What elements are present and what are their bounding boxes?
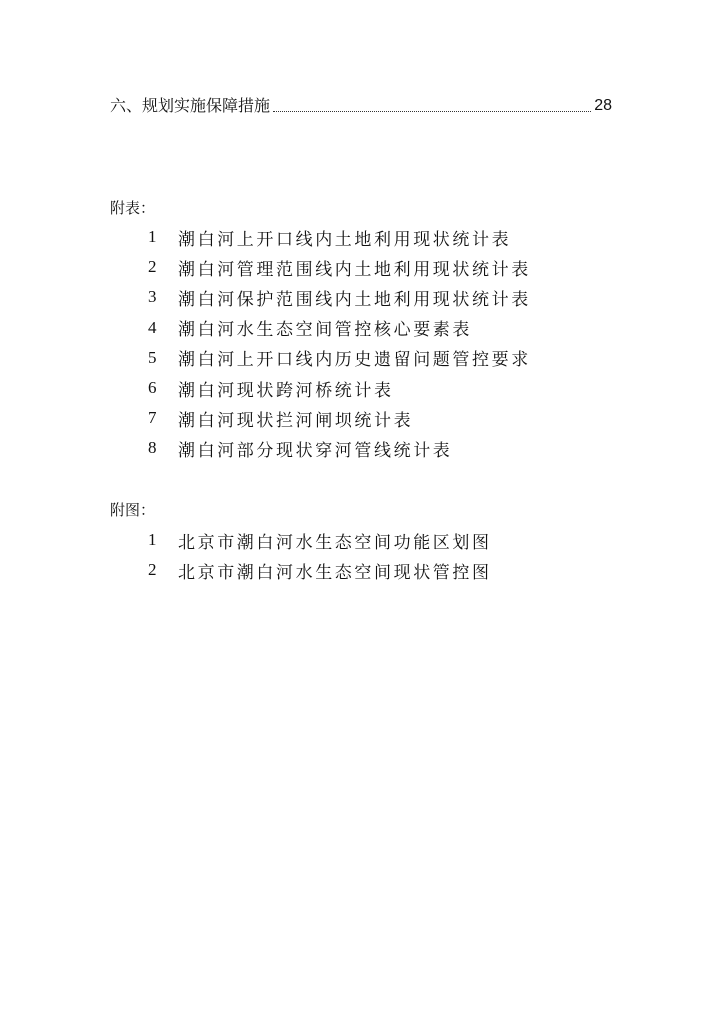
appendix-figures-heading: 附图：	[110, 501, 156, 519]
item-number: 7	[148, 408, 157, 428]
item-number: 5	[148, 347, 157, 367]
item-number: 2	[148, 257, 157, 277]
appendix-figures-list	[148, 525, 492, 585]
item-text: 潮白河现状拦河闸坝统计表	[178, 410, 414, 431]
item-text: 潮白河部分现状穿河管线统计表	[178, 440, 453, 461]
item-number: 2	[148, 560, 157, 580]
item-number: 8	[148, 438, 157, 458]
toc-entry-title: 六、规划实施保障措施	[110, 96, 271, 115]
list-item	[148, 433, 531, 463]
list-item	[148, 252, 531, 282]
list-item	[148, 343, 531, 373]
toc-entry-page-number: 28	[594, 97, 612, 114]
list-item	[148, 373, 531, 403]
item-text: 潮白河现状跨河桥统计表	[178, 380, 394, 401]
toc-dot-leader	[273, 111, 591, 112]
item-text: 潮白河保护范围线内土地利用现状统计表	[178, 289, 531, 310]
list-item	[148, 555, 492, 585]
item-text: 潮白河管理范围线内土地利用现状统计表	[178, 259, 531, 280]
list-item	[148, 525, 492, 555]
toc-entry	[110, 95, 612, 117]
list-item	[148, 313, 531, 343]
item-text: 北京市潮白河水生态空间功能区划图	[178, 532, 492, 553]
item-number: 1	[148, 530, 157, 550]
list-item	[148, 282, 531, 312]
item-number: 4	[148, 317, 157, 337]
item-number: 6	[148, 378, 157, 398]
item-text: 潮白河上开口线内历史遗留问题管控要求	[178, 350, 531, 371]
item-text: 潮白河上开口线内土地利用现状统计表	[178, 229, 512, 250]
appendix-tables-heading: 附表：	[110, 199, 156, 217]
item-number: 3	[148, 287, 157, 307]
item-text: 北京市潮白河水生态空间现状管控图	[178, 562, 492, 583]
item-number: 1	[148, 227, 157, 247]
list-item	[148, 222, 531, 252]
appendix-tables-list	[148, 222, 531, 464]
item-text: 潮白河水生态空间管控核心要素表	[178, 320, 472, 341]
list-item	[148, 403, 531, 433]
